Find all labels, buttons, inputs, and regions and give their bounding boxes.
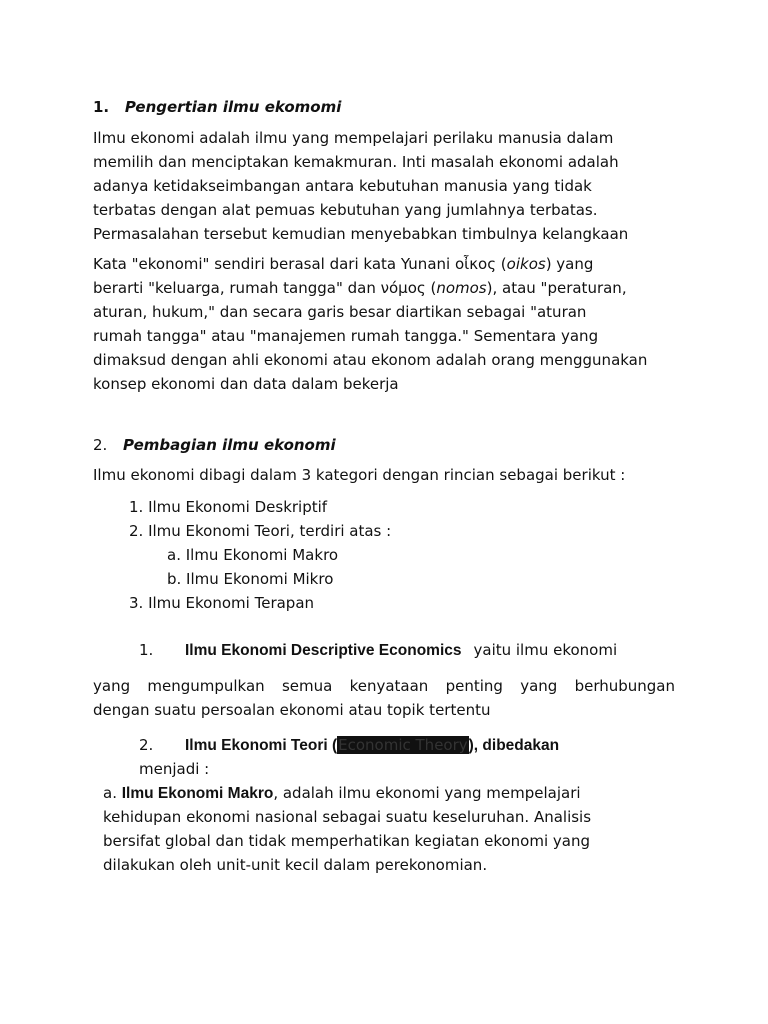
highlighted-term: Economic Theory	[338, 736, 468, 754]
italic-term: oikos	[506, 255, 546, 273]
item-a-bold: Ilmu Ekonomi Makro	[121, 785, 274, 802]
list-item: 2. Ilmu Ekonomi Teori, terdiri atas :	[129, 522, 392, 540]
section2-intro: Ilmu ekonomi dibagi dalam 3 kategori dengan rincian sebagai berikut :	[93, 466, 626, 484]
item1-number: 1.	[139, 641, 154, 659]
item-a-line	[103, 781, 581, 806]
item1-line	[185, 638, 617, 663]
item2-line2: menjadi :	[139, 760, 210, 778]
list-item: a. Ilmu Ekonomi Makro	[167, 546, 339, 564]
para2-line	[93, 252, 593, 276]
item1-bold: Ilmu Ekonomi Descriptive Economics	[185, 642, 462, 659]
item-a-line: kehidupan ekonomi nasional sebagai suatu keseluruhan. Analisis	[103, 808, 592, 826]
section2-title: Pembagian ilmu ekonomi	[122, 436, 336, 454]
section2-number: 2.	[93, 436, 108, 454]
para1-line: Ilmu ekonomi adalah ilmu yang mempelajari perilaku manusia dalam	[93, 129, 614, 147]
text-span: ), atau "peraturan,	[486, 279, 627, 297]
paren-close: ), dibedakan	[468, 737, 560, 754]
para1-line: adanya ketidakseimbangan antara kebutuhan manusia yang tidak	[93, 177, 592, 195]
text-span: Kata "ekonomi" sendiri berasal dari kata Yunani οἶκος (	[93, 255, 507, 273]
item-a-prefix: a.	[103, 784, 122, 802]
italic-term: nomos	[436, 279, 487, 297]
item-a-line: bersifat global dan tidak memperhatikan kegiatan ekonomi yang	[103, 832, 590, 850]
para2-line: dimaksud dengan ahli ekonomi atau ekonom adalah orang menggunakan	[93, 351, 648, 369]
item1-rest: yaitu ilmu ekonomi	[473, 641, 618, 659]
section1-title: Pengertian ilmu ekomomi	[124, 98, 342, 116]
item2-line	[185, 733, 559, 758]
text-span: ) yang	[545, 255, 594, 273]
section1-number: 1.	[93, 98, 110, 116]
item2-bold: Ilmu Ekonomi Teori	[185, 737, 328, 754]
item-a-line: dilakukan oleh unit-unit kecil dalam perekonomian.	[103, 856, 488, 874]
para2-line: konsep ekonomi dan data dalam bekerja	[93, 375, 399, 393]
item-a-rest: , adalah ilmu ekonomi yang mempelajari	[273, 784, 581, 802]
list-item: 1. Ilmu Ekonomi Deskriptif	[129, 498, 328, 516]
para2-line	[93, 276, 627, 300]
item2-number: 2.	[139, 736, 154, 754]
para1-line: memilih dan menciptakan kemakmuran. Inti masalah ekonomi adalah	[93, 153, 619, 171]
paren-open: (	[327, 737, 338, 754]
para2-line: aturan, hukum," dan secara garis besar diartikan sebagai "aturan	[93, 303, 587, 321]
list-item: b. Ilmu Ekonomi Mikro	[167, 570, 334, 588]
para1-line: terbatas dengan alat pemuas kebutuhan yang jumlahnya terbatas.	[93, 201, 598, 219]
section2-heading	[93, 433, 336, 457]
text-span: berarti "keluarga, rumah tangga" dan νόμος (	[93, 279, 437, 297]
item1-line3: dengan suatu persoalan ekonomi atau topik tertentu	[93, 701, 491, 719]
section1-heading	[93, 95, 341, 119]
list-item: 3. Ilmu Ekonomi Terapan	[129, 594, 315, 612]
para2-line: rumah tangga" atau "manajemen rumah tangga." Sementara yang	[93, 327, 599, 345]
item1-line2: yang mengumpulkan semua kenyataan penting yang berhubungan	[93, 677, 675, 695]
para1-line: Permasalahan tersebut kemudian menyebabkan timbulnya kelangkaan	[93, 225, 629, 243]
